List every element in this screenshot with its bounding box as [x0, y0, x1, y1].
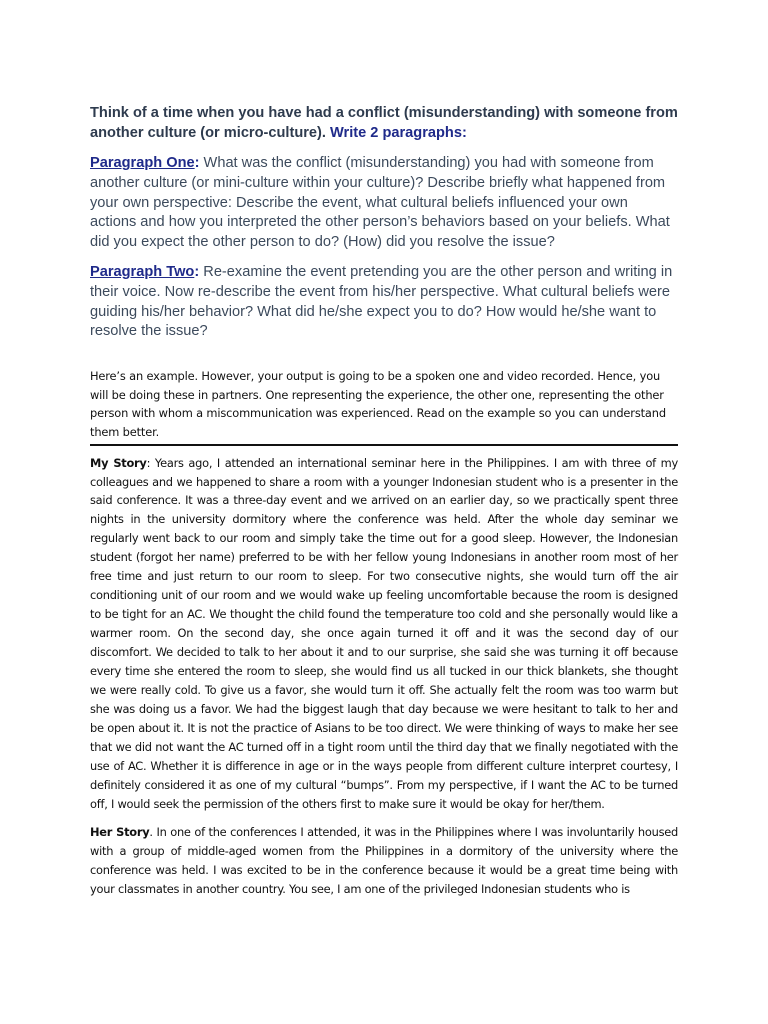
her-story-paragraph	[90, 823, 678, 899]
heading-text: Think of a time when you have had a conflict (misunderstanding) with someone from another culture (or micro-culture).	[90, 105, 678, 141]
assignment-heading	[90, 103, 678, 143]
my-story-paragraph	[90, 454, 678, 814]
her-story-lead: Her Story	[90, 824, 150, 839]
document-content	[90, 103, 678, 907]
paragraph-one-prompt	[90, 154, 678, 253]
paragraph-one-text: What was the conflict (misunderstanding) you had with someone from another culture (or mini-culture within your culture)? Describe briefly what happened from your own perspective: Describe the event, what cultural beliefs influenced your own actions and how you interpreted the other person’s behaviors based on your beliefs. What did you expect the other person to do? (How) did you resolve the issue?	[90, 155, 670, 251]
example-intro: Here’s an example. However, your output is going to be a spoken one and video recorded. Hence, you will be doing these in partners. One representing the experience, the other one, representing the other person with whom a miscommunication was experienced. Read on the example so you can understand them better.	[90, 369, 666, 439]
her-story-text: . In one of the conferences I attended, it was in the Philippines where I was involuntarily housed with a group of middle-aged women from the Philippines in a dormitory of the university where the conference was held. I was excited to be in the conference because it would be a great time being with your classmates in another country. You see, I am one of the privileged Indonesian students who is	[90, 824, 679, 896]
paragraph-one-label: Paragraph One	[90, 155, 195, 171]
paragraph-two-prompt	[90, 263, 678, 342]
heading-accent: Write 2 paragraphs:	[330, 125, 467, 141]
paragraph-two-label: Paragraph Two	[90, 263, 195, 280]
paragraph-two-colon: :	[194, 263, 200, 280]
my-story-lead: My Story	[90, 455, 147, 470]
paragraph-two-text: Re-examine the event pretending you are the other person and writing in their voice. Now re-describe the event from his/her perspective. What cultural beliefs were guiding his/her behavior? What did he/she expect you to do? How would he/she want to resolve the issue?	[90, 263, 673, 340]
section-divider	[90, 444, 678, 446]
my-story-text: : Years ago, I attended an international seminar here in the Philippines. I am with three of my colleagues and we happened to share a room with a younger Indonesian student who is a presenter in the said conference. It was a three-day event and we arrived on an earlier day, so we practically spent three nights in the university dormitory where the conference was held. After the whole day seminar we regularly went back to our room and simply take the time out for a good sleep. However, the Indonesian student (forgot her name) preferred to be with her fellow young Indonesians in another room most of her free time and just return to our room to sleep. For two consecutive nights, she would turn off the air conditioning unit of our room and we would wake up feeling uncomfortable because the room is designed to be tight for an AC. We thought the child found the temperature too cold and she personally would like a warmer room. On the second day, she once again turned it off and it was the second day of our discomfort. We decided to talk to her about it and to our surprise, she said she was turning it off because every time she entered the room to sleep, she would find us all tucked in our thick blankets, she thought we were really cold. To give us a favor, she would turn it off. She actually felt the room was too warm but she was doing us a favor. We had the biggest laugh that day because we were hesitant to talk to her and be open about it. It is not the practice of Asians to be too direct. We were thinking of ways to make her see that we did not want the AC turned off in a tight room until the third day that we finally negotiated with the use of AC. Whether it is difference in age or in the ways people from different culture interpret courtesy, I definitely considered it as one of my cultural “bumps”. From my perspective, if I want the AC to be turned off, I would seek the permission of the others first to make sure it would be okay for her/them.	[90, 455, 678, 811]
paragraph-one-colon: :	[194, 155, 200, 171]
